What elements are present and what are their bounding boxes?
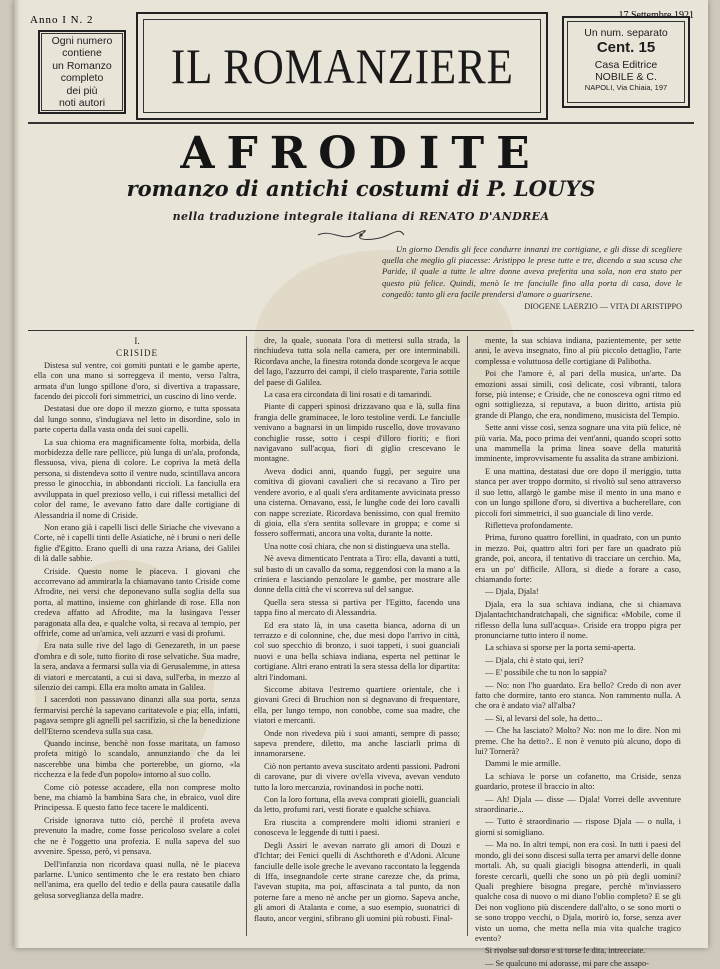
left-box-line: completo [60,72,104,84]
left-info-box [38,30,126,114]
paragraph: — E' possibile che tu non lo sappia? [485,668,607,678]
publisher-address: NAPOLI, Via Chiaia, 197 [584,83,668,92]
paragraph: La casa era circondata di lini rosati e di tamarindi. [264,390,432,400]
publisher-line: Casa Editrice [594,59,658,71]
left-box-line: Ogni numero [51,34,113,47]
paragraph: — Ah! Djala — disse — Djala! Vorrei delle avventure straordinarie... [475,794,681,815]
paragraph: — Se qualcuno mi adorasse, mi pare che assapo- [485,958,649,968]
paragraph: mente, la sua schiava indiana, pazientemente, per sette anni, le aveva insegnato, fino al più piccolo dettaglio, l'arte complessa e voluttuosa delle cortigiane di Palibotha. [475,336,681,366]
masthead-title: IL ROMANZIERE [170,38,514,94]
paragraph: Sette anni visse così, senza sognare una vita più felice, nè più varia. Ma, poco prima dei vent'anni, quando scoprì sotto una mammella la prima linea soave della maturità imminente, improvvisamente fu assalita da strane ambizioni. [475,423,681,464]
paragraph: Nè aveva dimenticato l'entrata a Tiro: ella, davanti a tutti, sul basto di un cavallo da soma, reggendosi con la mano a la criniera e lasciando penzolare le gambe, per mostrare alle donne della città che vi scorreva sul del sangue. [254,554,460,595]
paragraph: Criside. Questo nome le piaceva. I giovani che accorrevano ad ammirarla la chiamavano tanto Criside come Afrodite, nei versi che deponevano sulla soglia della sua porta, al mattino, insieme con ghirlande di rose. Ella non credeva affatto ad Afrodite, ma la lusingava l'esser paragonata alla dea, e qualche volta, si recava al tempio, per offrirle, come ad un'amica, veli azzurri e vasi di profumi. [34,566,240,638]
column-1 [34,336,240,936]
columns-top-rule [28,330,694,331]
paragraph: dre, la quale, suonata l'ora di mettersi sulla strada, la rinchiudeva tutta sola nella camera, per ore interminabili. Ricordava anche, la finestra rotonda donde scorgeva le acque del lago, l'azzurro dei campi, il cielo trasparente, l'aria sottile del paese di Galilea. [254,336,460,387]
price-label: Un num. separato [584,27,668,39]
right-info-box [562,16,690,108]
paragraph: Siccome abitava l'estremo quartiere orientale, che i giovani Greci di Bruchion non si degnavano di frequentare, ella, per lungo tempo, non conobbe, come sua madre, che viatori e mercanti. [254,685,460,726]
left-box-line: dei più [66,84,98,97]
paragraph: La schiava le porse un cofanetto, ma Criside, senza guardario, protese il braccio in alto: [475,771,681,792]
paragraph: Poi che l'amore è, al pari della musica, un'arte. Da emozioni assai simili, così delicate, così vibranti, talora forse, più intense; e Criside, che ne conosceva ogni ritmo ed ogni sottigliezza, si reputava, a buon diritto, artista più grande di Plango, che era, nondimeno, musicista del Tempio. [475,369,681,420]
issue-date: 17 Settembre 1921 [618,10,694,21]
novel-title: AFRODITE [180,128,542,179]
issue-number: Anno I N. 2 [30,14,94,26]
paragraph: Destatasi due ore dopo il mezzo giorno, e tutta spossata dal lungo sonno, s'indugiava nel letto in disordine, solo in parte coperta dalla vasta onda dei suoi capelli. [34,404,240,435]
newspaper-page [14,0,708,968]
left-box-line: noti autori [58,97,106,109]
paragraph: Piante di capperi spinosi drizzavano qua e là, sulla fina frangia delle graminacee, le loro testoline verdi. Le fanciulle venivano a bagnarsi in un limpido ruscello, dove trovavano conchiglie rosse, sotto i cespi d'illoro fioriti; e fiori navigavano sull'acqua, fiori di giglio crescevano le montagne. [254,402,460,464]
column-3 [475,336,681,968]
ornament-flourish-icon [316,228,406,242]
paragraph: — Si, al levarsi del sole, ha detto... [485,713,603,723]
paragraph: Ciò non pertanto aveva suscitato ardenti passioni. Padroni di carovane, pur di vivere ov'ella viveva, avevan venduto tutto la loro mercanzia, rovinandosi in poche notti. [254,761,460,792]
paragraph: — Djala, Djala! [485,587,539,597]
paragraph: Quella sera stessa si partiva per l'Egitto, facendo una tappa fino al mercato di Alessandria. [254,597,460,618]
publisher-name: NOBILE & C. [595,71,657,83]
paragraph: Rifletteva profondamente. [485,520,573,530]
header-rule [28,122,694,124]
masthead [136,12,548,120]
column-divider [246,336,247,936]
left-box-line: un Romanzo [52,59,112,72]
paragraph: Non erano già i capelli lisci delle Siriache che vivevano a Corte, nè i capelli tinti delle Asiatiche, nè i bruni o neri delle figlie d'Egitto. Erano quelli di una razza Ariana, dei Galilei di là dalle sabbie. [34,522,240,564]
chapter-number: I. [134,336,140,346]
novel-subtitle: romanzo di antichi costumi di P. LOUYS [126,176,596,201]
paragraph: Criside ignorava tutto ciò, perchè il profeta aveva prevenuto la madre, come fosse pericoloso svelare a colei che ne è l'oggetto una profezia. E nulla sapeva del suo avvenire. Spesso, però, vi pensava. [34,815,240,857]
paragraph: Distesa sul ventre, coi gomiti puntati e le gambe aperte, ella con una mano si sorreggeva il mento, verso l'altra, armata d'un lungo spillone d'oro, si divertiva a trapassare, facendo dei piccoli fori simmetrici, un cuscino di lino verde. [34,360,240,402]
column-2 [254,336,460,936]
paragraph: E una mattina, destatasi due ore dopo il meriggio, tutta stanca per aver troppo dormito, si rivoltò sul seno attraverso il suo letto, allargò le gambe mise il mento in una mano e con un lungo spillone d'oro, si divertiva a bucherellare, con piccoli fori simmetrici, il suo guanciale di lino verde. [475,466,681,518]
paragraph: Aveva dodici anni, quando fuggì, per seguire una comitiva di giovani cavalieri che si recavano a Tiro per vendere avorio, e al quali s'era arditamente avvicinata presso una cisterna. Ornavano, essi, le lunghe code dei loro cavalli con nappe screziate. Ricordava benissimo, con qual fremito di gioia, ella s'era sentita sollevare in groppa; e come si fossero soffermati, ancora una volta, durante la notte. [254,466,460,539]
translation-credit: nella traduzione integrale italiana di RENATO D'ANDREA [172,210,550,223]
paragraph: La sua chioma era magnificamente folta, morbida, della morbidezza delle rare pellicce, più lunga di un'ala, profonda, flessuosa, viva, piena di colore. Le copriva la metà della persona, si distendeva sotto il ventre nudo, scintillava ancora presso le ginocchia, in abbondanti riccioli. La fanciulla era avviluppata in quel prezioso vello, i cui riflessi metallici del color del rame, le avevano fatto dare dalle cortigiane di Alessandria il nome di Criside. [34,437,240,520]
paragraph: Dammi le mie armille. [485,759,561,769]
paragraph: — Tutto è straordinario — rispose Djala — o nulla, i giorni si somigliano. [475,817,681,837]
paragraph: Con la loro fortuna, ella aveva comprati gioielli, guanciali da letto, profumi rari, vesti fiorate e qualche schiava. [254,795,460,815]
paragraph: Come ciò potesse accadere, ella non comprese molto bene, ma chiamò la bambina Sara che, in ebraico, vuol dire Principessa. E questo fatto fece tacere le maldicenti. [34,782,240,813]
paragraph: Era nata sulle rive del lago di Genezareth, in un paese d'ombra e di sole, tutto fiorito di rose selvatiche. Sua madre, la sera, andava a fermarsi sulla via di Gerusalemme, in attesa di viatori e mercatanti, a cui si dava, sull'erba, in mezzo al silenzio dei campi. Ella era molto amata in Galilea. [34,641,240,692]
paragraph: Ed era stato là, in una casetta bianca, adorna di un terrazzo e di colonnine, che, due mesi dopo l'arrivo in città, col suo specchio di bronzo, i suoi tappeti, i suoi guanciali nuovi e una bella schiava indiana, esperta nel pettinar le cortigiane. Altri erano entrati la sera stessa della lor dipartita: altri l'indomani. [254,620,460,682]
epigraph-text: Un giorno Dendis gli fece condurre innanzi tre cortigiane, e gli disse di scegliere quella che meglio gli piacesse: Aristippo le prese tutte e tre, dicendo a sua scusa che Paride, il quale a tutte le altre donne aveva preferita una sola, non era stato per questo più felice. Quindi, menò le tre fanciulle fino alla porta di casa, dove le congedò: tanto gli era facile prendersi d'amore o guarirsene. [382,244,682,299]
paragraph: La schiava si sporse per la porta semi-aperta. [485,643,636,653]
price-value: Cent. 15 [596,39,656,56]
paragraph: Era riuscita a comprendere molti idiomi stranieri e conosceva le leggende di tutti i paesi. [254,817,460,838]
article-columns [34,336,690,968]
paragraph: Dell'infanzia non ricordava quasi nulla, nè le piaceva parlarne. L'unico sentimento che le era restato ben chiaro nell'anima, era quello del tedio e della paura causatile dalla gelosa sorveglianza della madre. [34,859,240,900]
paragraph: — Che ha lasciato? Molto? No: non me lo dire. Non mi preme. Che ha detto?.. E non è venuto più alcuno, dopo di lui? Tornerà? [475,726,681,757]
paragraph: Djala, era la sua schiava indiana, che si chiamava Djalantachtchandratchapali, che significa: «Mobile, come il riflesso della luna sull'acqua». Criside era troppo pigra per pronunciarne tutto intero il nome. [475,599,681,640]
paragraph: Una notte così chiara, che non si distingueva una stella. [264,541,450,551]
paragraph: — Djala, chi è stato qui, ieri? [485,655,584,665]
column-divider [467,336,468,936]
left-box-line: contiene [62,47,102,59]
epigraph-attribution: DIOGENE LAERZIO — VITA DI ARISTIPPO [524,302,682,312]
paragraph: Prima, furono quattro forellini, in quadrato, con un punto in mezzo. Poi, quattro altri fori per fare un quadrato più grande, poi, ancora, il tentativo di tracciare un cerchio. Ma, era un po' difficile. Allora, si diede a forare a caso, chiamando forte: [475,533,681,584]
paragraph: Si rivolse sul dorso e si torse le dita, intrecciate. [485,946,646,956]
epigraph [382,244,682,312]
paragraph: — Ma no. In altri tempi, non era così. In tutti i paesi del mondo, gli dei sono discesi sulla terra per amarvi delle donne mortali. Ah, su quali giacigli bisogna attenderli, in quali foreste cercarli, quelli che sono un pò più degli uomini? Quali preghiere bisogna pregare, perchè m'inviassero qualche cosa di nuovo o mi diano l'oblio completo? E se gli Dei non vogliono più discendere dall'alto, o se sono morti o se sono troppo vecchi, o Djala, morirò io, forse, senza aver visto un uomo, che metta nella mia vita qualche tragico evento? [475,840,681,943]
paragraph: — No: non l'ho guardato. Era bello? Credo di non aver fatto che dormire, tanto ero stanca. Non rammento nulla. A che ora è andato via? all'alba? [475,680,681,711]
paragraph: Onde non rivedeva più i suoi amanti, sempre di passo; sapeva prendere, diletto, ma anche lasciarli prima di innamorarsene. [254,728,460,759]
paragraph: Quando incinse, benchè non fosse maritata, un famoso profeta mitigò lo scandalo, annunziando che da lei nascerebbe una bimba che porterebbe, un giorno, «la ricchezza e la fede d'un popolo» intorno al suo collo. [34,739,240,780]
paragraph: I sacerdoti non passavano dinanzi alla sua porta, senza fermarvisi perchè la sapevano caritatevole e pia; ella, infatti, pagava sempre gli agnelli pel sacrifizio, sì che la benedizione dell'Eterno scendeva sulla sua casa. [34,695,240,736]
paragraph: Degli Assiri le avevan narrato gli amori di Douzi e d'Ichtar; dei Fenici quelli di Aschthoreth e d'Adoni. Alcune fanciulle delle isole greche le avevano raccontato la leggenda di Iffa, insegnandole certe strane carezze che, da prima, l'avevan stupita, ma poi, affascinata a tal punto, da non poterne fare a meno nè anche per un giorno. Sapeva anche, gli amori di Atalanta e come, a suo esempio, suonatrici di flauto, ancor vergini, sfibrano gli uomini più robusti. Final- [254,840,460,923]
chapter-name: CRISIDE [115,348,158,359]
